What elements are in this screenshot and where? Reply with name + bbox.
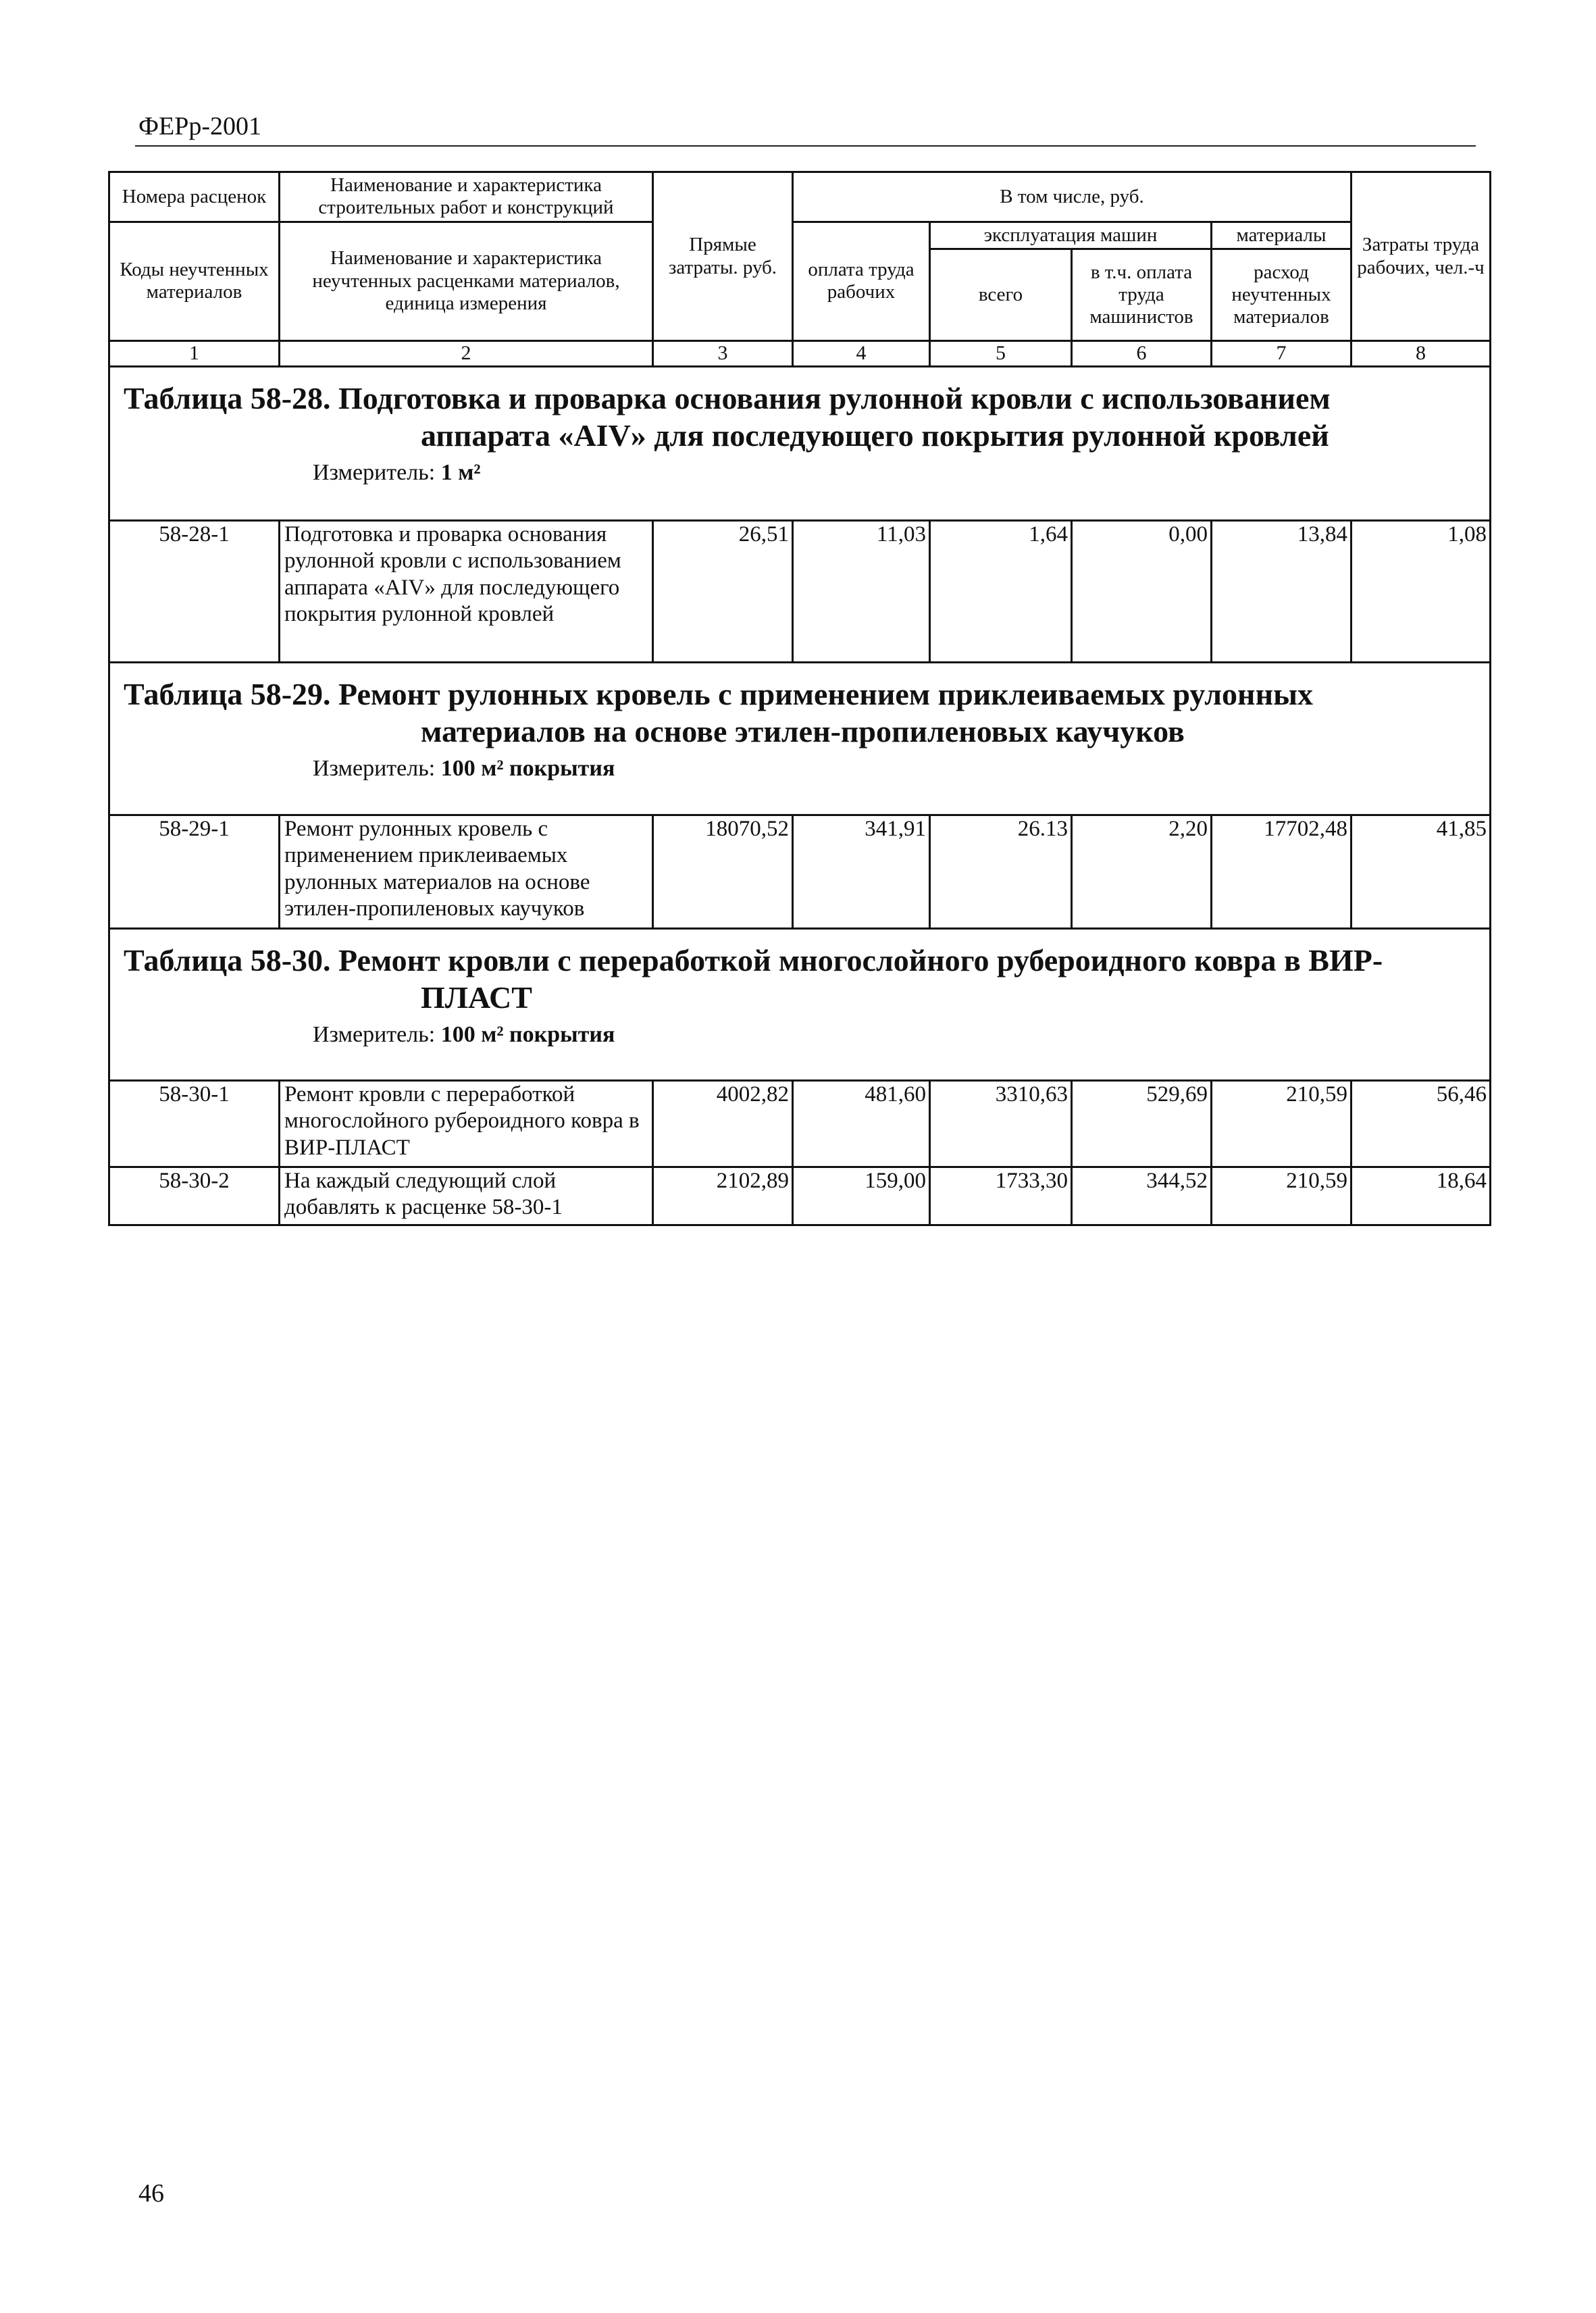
direct-costs: 26,51 <box>653 520 793 662</box>
document-header: ФЕРр-2001 <box>138 112 262 141</box>
direct-costs: 18070,52 <box>653 815 793 928</box>
section-title: Таблица 58-30. Ремонт кровли с переработкой многослойного рубероидного ковра в ВИР- ПЛАСТ <box>124 942 1383 1015</box>
header-work-name: Наименование и характеристика строительных работ и конструкций <box>280 172 653 222</box>
table-row <box>109 1080 1491 1167</box>
labor-hours: 18,64 <box>1352 1167 1491 1225</box>
header-machinist-pay: в т.ч. оплата труда машинистов <box>1072 249 1212 341</box>
section-meter: Измеритель: 1 м² <box>313 459 481 485</box>
header-direct-costs: Прямые затраты. руб. <box>653 172 793 341</box>
column-number: 1 <box>109 341 280 367</box>
machines-total: 1733,30 <box>930 1167 1072 1225</box>
header-machine-operation: эксплуатация машин <box>930 222 1212 249</box>
table-row <box>109 815 1491 928</box>
header-labor-costs: Затраты труда рабочих, чел.-ч <box>1352 172 1491 341</box>
section-meter: Измеритель: 100 м² покрытия <box>313 755 615 781</box>
rate-code: 58-29-1 <box>109 815 280 928</box>
price-table <box>108 171 1491 1226</box>
rate-name: На каждый следующий слой добавлять к расценке 58-30-1 <box>280 1167 653 1225</box>
header-rate-numbers: Номера расценок <box>109 172 280 222</box>
labor-hours: 41,85 <box>1352 815 1491 928</box>
rate-code: 58-30-2 <box>109 1167 280 1225</box>
column-number: 2 <box>280 341 653 367</box>
rate-code: 58-28-1 <box>109 520 280 662</box>
worker-pay: 481,60 <box>793 1080 930 1167</box>
rate-name: Ремонт рулонных кровель с применением приклеиваемых рулонных материалов на основе этилен-пропиленовых каучуков <box>280 815 653 928</box>
column-number: 7 <box>1212 341 1352 367</box>
header-materials: материалы <box>1212 222 1352 249</box>
labor-hours: 56,46 <box>1352 1080 1491 1167</box>
section-58-29-heading <box>109 662 1491 815</box>
direct-costs: 4002,82 <box>653 1080 793 1167</box>
column-number: 6 <box>1072 341 1212 367</box>
section-58-30-heading <box>109 928 1491 1080</box>
page-number: 46 <box>138 2179 164 2208</box>
section-58-28-heading <box>109 366 1491 520</box>
table-row <box>109 520 1491 662</box>
header-material-name: Наименование и характеристика неучтенных расценками материалов, единица измерения <box>280 222 653 340</box>
machinist-pay: 2,20 <box>1072 815 1212 928</box>
machines-total: 3310,63 <box>930 1080 1072 1167</box>
header-rule <box>135 145 1476 147</box>
materials-cost: 210,59 <box>1212 1080 1352 1167</box>
worker-pay: 341,91 <box>793 815 930 928</box>
header-machines-total: всего <box>930 249 1072 341</box>
section-meter: Измеритель: 100 м² покрытия <box>313 1021 615 1047</box>
header-material-use: расход неучтенных материалов <box>1212 249 1352 341</box>
rate-code: 58-30-1 <box>109 1080 280 1167</box>
machinist-pay: 0,00 <box>1072 520 1212 662</box>
materials-cost: 13,84 <box>1212 520 1352 662</box>
section-title: Таблица 58-29. Ремонт рулонных кровель с применением приклеиваемых рулонных материалов на основе этилен-пропиленовых каучуков <box>124 676 1313 748</box>
header-worker-pay: оплата труда рабочих <box>793 222 930 340</box>
worker-pay: 159,00 <box>793 1167 930 1225</box>
worker-pay: 11,03 <box>793 520 930 662</box>
machinist-pay: 344,52 <box>1072 1167 1212 1225</box>
header-material-codes: Коды неучтенных материалов <box>109 222 280 340</box>
machinist-pay: 529,69 <box>1072 1080 1212 1167</box>
section-title: Таблица 58-28. Подготовка и проварка основания рулонной кровли с использованием аппарата «AIV» для последующего покрытия рулонной кровлей <box>124 380 1331 453</box>
rate-name: Подготовка и проварка основания рулонной кровли с использованием аппарата «AIV» для последующего покрытия рулонной кровлей <box>280 520 653 662</box>
rate-name: Ремонт кровли с переработкой многослойного рубероидного ковра в ВИР-ПЛАСТ <box>280 1080 653 1167</box>
materials-cost: 210,59 <box>1212 1167 1352 1225</box>
direct-costs: 2102,89 <box>653 1167 793 1225</box>
column-number: 3 <box>653 341 793 367</box>
labor-hours: 1,08 <box>1352 520 1491 662</box>
column-number: 8 <box>1352 341 1491 367</box>
table-row <box>109 1167 1491 1225</box>
machines-total: 1,64 <box>930 520 1072 662</box>
column-number: 5 <box>930 341 1072 367</box>
column-number: 4 <box>793 341 930 367</box>
header-including: В том числе, руб. <box>793 172 1352 222</box>
machines-total: 26.13 <box>930 815 1072 928</box>
materials-cost: 17702,48 <box>1212 815 1352 928</box>
